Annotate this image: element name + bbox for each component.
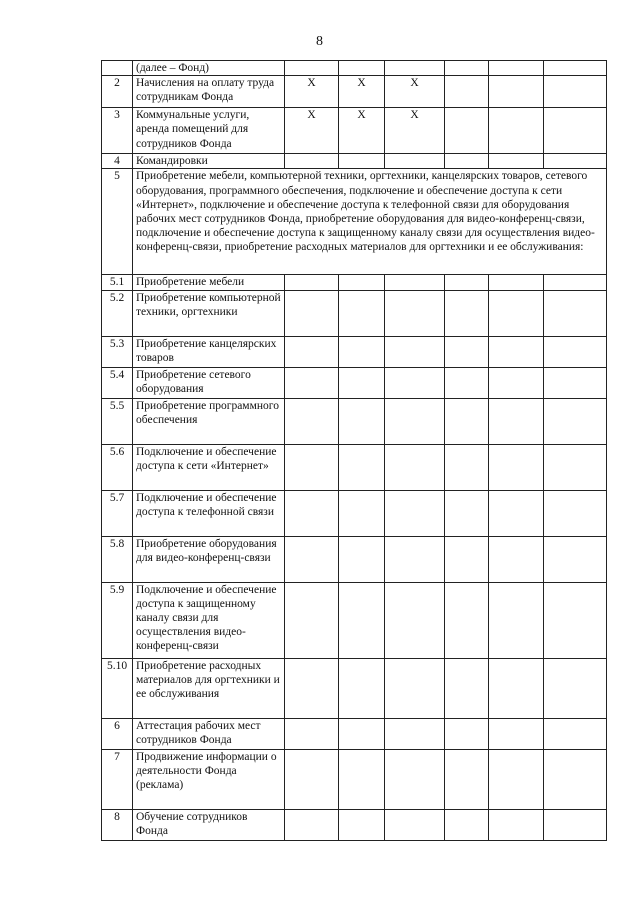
mark-cell <box>489 108 544 154</box>
row-number <box>102 61 133 76</box>
mark-cell <box>544 108 607 154</box>
mark-cell <box>339 582 385 658</box>
row-number: 8 <box>102 809 133 840</box>
row-number: 7 <box>102 749 133 809</box>
expense-item: Подключение и обеспечение доступа к телефонной связи <box>133 490 285 536</box>
table-row <box>102 444 607 490</box>
mark-cell <box>544 444 607 490</box>
expense-item: Приобретение сетевого оборудования <box>133 367 285 398</box>
mark-cell <box>489 749 544 809</box>
mark-cell <box>445 76 489 108</box>
expense-item: Подключение и обеспечение доступа к сети «Интернет» <box>133 444 285 490</box>
mark-cell <box>385 275 445 290</box>
mark-cell <box>285 367 339 398</box>
mark-cell <box>339 336 385 367</box>
row-number: 5.2 <box>102 290 133 336</box>
expense-item: Начисления на оплату труда сотрудникам Фонда <box>133 76 285 108</box>
mark-cell <box>285 658 339 718</box>
mark-cell <box>285 749 339 809</box>
expense-item: Приобретение программного обеспечения <box>133 398 285 444</box>
mark-cell <box>385 718 445 749</box>
mark-cell: X <box>339 108 385 154</box>
expense-item: Приобретение оборудования для видео-конференц-связи <box>133 536 285 582</box>
table-row <box>102 398 607 444</box>
row-number: 5.6 <box>102 444 133 490</box>
mark-cell <box>385 658 445 718</box>
mark-cell <box>445 749 489 809</box>
mark-cell <box>339 444 385 490</box>
expense-item: Аттестация рабочих мест сотрудников Фонда <box>133 718 285 749</box>
mark-cell <box>544 367 607 398</box>
mark-cell <box>339 718 385 749</box>
mark-cell <box>339 490 385 536</box>
mark-cell <box>445 718 489 749</box>
expense-item: Приобретение расходных материалов для оргтехники и ее обслуживания <box>133 658 285 718</box>
row-number: 6 <box>102 718 133 749</box>
expense-item: Приобретение компьютерной техники, оргтехники <box>133 290 285 336</box>
mark-cell <box>285 809 339 840</box>
row-number: 5.7 <box>102 490 133 536</box>
mark-cell <box>285 444 339 490</box>
mark-cell <box>445 154 489 169</box>
mark-cell <box>385 154 445 169</box>
mark-cell <box>385 809 445 840</box>
row-number: 5.9 <box>102 582 133 658</box>
mark-cell <box>544 76 607 108</box>
mark-cell <box>445 658 489 718</box>
mark-cell <box>385 490 445 536</box>
mark-cell <box>285 154 339 169</box>
table-row <box>102 749 607 809</box>
mark-cell <box>385 749 445 809</box>
mark-cell: X <box>285 108 339 154</box>
mark-cell <box>385 444 445 490</box>
table-row <box>102 76 607 108</box>
mark-cell <box>285 718 339 749</box>
table-row <box>102 154 607 169</box>
mark-cell <box>339 154 385 169</box>
mark-cell <box>385 336 445 367</box>
table-row <box>102 61 607 76</box>
expense-item: Командировки <box>133 154 285 169</box>
row-number: 5.4 <box>102 367 133 398</box>
mark-cell <box>489 398 544 444</box>
mark-cell <box>544 749 607 809</box>
table-row <box>102 290 607 336</box>
mark-cell <box>445 582 489 658</box>
expense-item: Приобретение мебели <box>133 275 285 290</box>
mark-cell <box>445 398 489 444</box>
mark-cell <box>339 809 385 840</box>
mark-cell <box>544 290 607 336</box>
mark-cell <box>285 536 339 582</box>
mark-cell <box>339 398 385 444</box>
mark-cell <box>544 718 607 749</box>
mark-cell <box>339 536 385 582</box>
mark-cell <box>544 658 607 718</box>
mark-cell <box>339 658 385 718</box>
section-description: Приобретение мебели, компьютерной техники, оргтехники, канцелярских товаров, сетевого оборудования, программного обеспечения, подключение и обеспечение доступа к сети «Интернет», подключение и обеспечение доступа к телефонной связи для оборудования рабочих мест сотрудников Фонда, приобретение оборудования для видео-конференц-связи, подключение и обеспечение доступа к защищенному каналу связи для осуществления видео-конференц-связи, приобретение расходных материалов для оргтехники и ее обслуживания: <box>133 169 607 275</box>
mark-cell <box>385 536 445 582</box>
table-row <box>102 809 607 840</box>
row-number: 3 <box>102 108 133 154</box>
mark-cell: X <box>339 76 385 108</box>
row-number: 2 <box>102 76 133 108</box>
mark-cell <box>445 290 489 336</box>
mark-cell <box>544 61 607 76</box>
table-row <box>102 658 607 718</box>
mark-cell <box>489 154 544 169</box>
mark-cell <box>445 444 489 490</box>
mark-cell <box>285 490 339 536</box>
mark-cell: X <box>385 108 445 154</box>
mark-cell <box>285 582 339 658</box>
mark-cell <box>544 398 607 444</box>
table-row <box>102 108 607 154</box>
mark-cell <box>285 398 339 444</box>
mark-cell <box>445 61 489 76</box>
mark-cell <box>339 61 385 76</box>
table-row <box>102 718 607 749</box>
mark-cell <box>385 367 445 398</box>
mark-cell <box>544 582 607 658</box>
mark-cell <box>489 658 544 718</box>
expense-item: Обучение сотрудников Фонда <box>133 809 285 840</box>
mark-cell <box>385 582 445 658</box>
mark-cell <box>445 536 489 582</box>
mark-cell <box>285 275 339 290</box>
mark-cell <box>339 367 385 398</box>
row-number: 5.1 <box>102 275 133 290</box>
mark-cell <box>339 749 385 809</box>
mark-cell <box>489 336 544 367</box>
mark-cell <box>544 275 607 290</box>
mark-cell <box>489 582 544 658</box>
mark-cell <box>489 444 544 490</box>
row-number: 5 <box>102 169 133 275</box>
row-number: 5.8 <box>102 536 133 582</box>
mark-cell <box>445 809 489 840</box>
mark-cell <box>489 275 544 290</box>
mark-cell <box>489 76 544 108</box>
mark-cell <box>285 336 339 367</box>
table-row <box>102 169 607 275</box>
expense-table <box>101 60 607 841</box>
mark-cell: X <box>385 76 445 108</box>
mark-cell <box>544 809 607 840</box>
mark-cell <box>489 718 544 749</box>
expense-item: Подключение и обеспечение доступа к защищенному каналу связи для осуществления видео-конференц-связи <box>133 582 285 658</box>
table-row <box>102 336 607 367</box>
mark-cell <box>445 336 489 367</box>
row-number: 4 <box>102 154 133 169</box>
mark-cell <box>489 809 544 840</box>
mark-cell <box>544 336 607 367</box>
mark-cell <box>285 61 339 76</box>
page-number: 8 <box>316 34 323 49</box>
expense-item: Продвижение информации о деятельности Фонда (реклама) <box>133 749 285 809</box>
table-row <box>102 275 607 290</box>
mark-cell <box>445 367 489 398</box>
mark-cell <box>385 290 445 336</box>
row-number: 5.3 <box>102 336 133 367</box>
mark-cell <box>489 61 544 76</box>
mark-cell <box>489 536 544 582</box>
mark-cell <box>544 154 607 169</box>
mark-cell <box>385 61 445 76</box>
expense-item: (далее – Фонд) <box>133 61 285 76</box>
row-number: 5.10 <box>102 658 133 718</box>
mark-cell <box>489 490 544 536</box>
table-row <box>102 367 607 398</box>
expense-item: Приобретение канцелярских товаров <box>133 336 285 367</box>
mark-cell <box>445 275 489 290</box>
row-number: 5.5 <box>102 398 133 444</box>
mark-cell <box>489 367 544 398</box>
mark-cell <box>339 275 385 290</box>
mark-cell <box>544 490 607 536</box>
mark-cell <box>544 536 607 582</box>
mark-cell <box>445 490 489 536</box>
table-row <box>102 490 607 536</box>
mark-cell <box>385 398 445 444</box>
mark-cell <box>489 290 544 336</box>
mark-cell <box>339 290 385 336</box>
mark-cell <box>285 290 339 336</box>
expense-item: Коммунальные услуги, аренда помещений для сотрудников Фонда <box>133 108 285 154</box>
table-row <box>102 536 607 582</box>
mark-cell <box>445 108 489 154</box>
table-row <box>102 582 607 658</box>
mark-cell: X <box>285 76 339 108</box>
